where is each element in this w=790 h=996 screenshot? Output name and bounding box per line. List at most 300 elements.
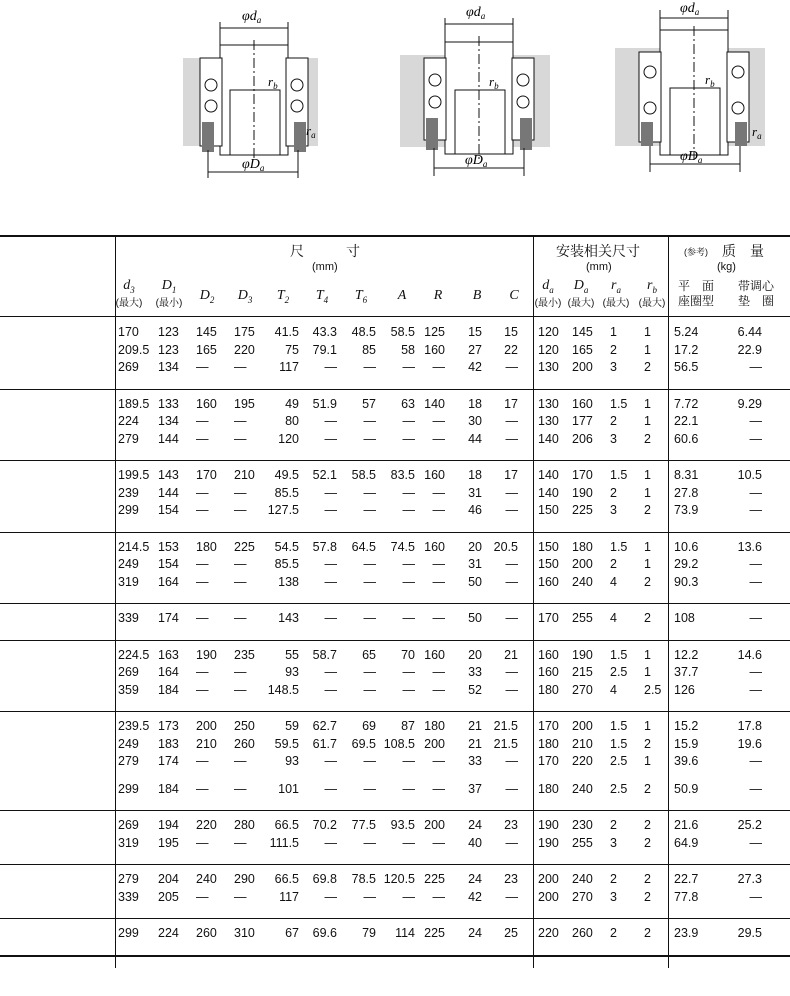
table-cell: — [402, 781, 415, 796]
table-cell: — [402, 754, 415, 768]
table-cell: 144 [158, 431, 179, 446]
table-cell: — [505, 503, 518, 517]
table-cell: 50 [468, 574, 482, 589]
table-cell: 3 [610, 503, 617, 517]
table-cell: 160 [538, 665, 559, 679]
table-cell: 140 [538, 468, 559, 482]
col-header-t2 [268, 289, 298, 307]
table-cell: — [749, 889, 762, 904]
table-cell: 153 [158, 539, 179, 554]
table-cell: 5.24 [674, 325, 699, 339]
table-cell: 31 [468, 557, 482, 571]
label-rb-1: $r_b$ [268, 74, 278, 91]
table-cell: 145 [196, 325, 217, 339]
table-cell: — [324, 431, 337, 446]
col-header-subscript: 6 [362, 294, 368, 305]
table-cell: 2 [644, 360, 651, 374]
table-cell: 1 [644, 754, 651, 768]
col-header-b [462, 289, 492, 307]
table-cell: 130 [538, 396, 559, 411]
table-cell: 79.1 [312, 342, 337, 357]
table-cell: 123 [158, 342, 179, 357]
table-cell: 339 [118, 889, 139, 904]
table-cell: — [432, 431, 445, 446]
table-cell: — [324, 485, 337, 500]
table-cell: 49 [285, 396, 299, 411]
table-cell: — [505, 835, 518, 850]
table-cell: 120 [538, 342, 559, 357]
col-header-da [566, 279, 596, 310]
table-cell: 17 [504, 468, 518, 482]
table-cell: 17.2 [674, 342, 699, 357]
table-cell: 25 [504, 926, 518, 940]
col-header-d1 [154, 279, 184, 310]
table-cell: 87 [401, 719, 415, 733]
label-phi-da-2: $\varphi d_a$ [466, 5, 486, 21]
col-header-symbol: $d_3$ [123, 278, 135, 295]
table-cell: 180 [538, 736, 559, 751]
table-cell: 319 [118, 574, 139, 589]
col-header-c [499, 289, 529, 307]
table-cell: 25.2 [737, 818, 762, 832]
table-cell: 160 [424, 647, 445, 662]
table-cell: — [749, 360, 762, 374]
table-cell: 130 [538, 414, 559, 428]
group-separator [0, 711, 790, 712]
table-cell: 114 [395, 926, 415, 940]
col-header-symbol: $D_3$ [237, 288, 253, 305]
table-cell: — [363, 682, 376, 697]
table-cell: 249 [118, 736, 139, 751]
table-cell: — [324, 503, 337, 517]
table-cell: 64.9 [674, 835, 699, 850]
table-cell: — [324, 574, 337, 589]
col-header-da [533, 279, 563, 310]
table-cell: 240 [196, 872, 217, 886]
table-cell: 225 [424, 872, 445, 886]
table-cell: 120.5 [383, 872, 415, 886]
group-separator [0, 640, 790, 641]
table-cell: 1 [644, 665, 651, 679]
header-bottom-rule [0, 316, 790, 317]
table-cell: 73.9 [674, 503, 699, 517]
table-cell: 173 [158, 719, 179, 733]
table-cell: 3 [610, 360, 617, 374]
table-cell: 64.5 [351, 539, 376, 554]
table-cell: — [363, 485, 376, 500]
table-cell: 1.5 [610, 468, 628, 482]
table-cell: 93 [285, 754, 299, 768]
table-cell: 164 [158, 574, 179, 589]
table-cell: — [196, 889, 209, 904]
table-cell: — [432, 835, 445, 850]
table-cell: 200 [424, 736, 445, 751]
table-cell: — [324, 781, 337, 796]
table-cell: 58.7 [312, 647, 337, 662]
table-cell: 230 [572, 818, 593, 832]
table-cell: 33 [468, 754, 482, 768]
table-cell: 200 [572, 719, 593, 733]
table-cell: 6.44 [737, 325, 762, 339]
table-cell: — [196, 574, 209, 589]
col-header-subscript: 3 [130, 284, 135, 295]
table-cell: 210 [234, 468, 255, 482]
table-cell: 260 [234, 736, 255, 751]
col-header-subscript: 1 [171, 284, 177, 295]
table-cell: 69 [362, 719, 376, 733]
mass-col-aligning-washer [730, 279, 782, 309]
table-cell: 90.3 [674, 574, 699, 589]
label-rb-2: $r_b$ [489, 74, 499, 91]
table-cell: 163 [158, 647, 179, 662]
table-cell: — [324, 682, 337, 697]
dims-unit: (mm) [312, 261, 338, 273]
table-cell: 210 [572, 736, 593, 751]
label-phi-Da-3: $\varphi D_a$ [680, 149, 703, 165]
col-header-symbol: A [397, 288, 407, 303]
group-separator [0, 810, 790, 811]
table-cell: 1 [644, 342, 651, 357]
table-cell: 1 [644, 396, 651, 411]
table-cell: 220 [538, 926, 559, 940]
table-cell: 93 [285, 665, 299, 679]
table-cell: — [749, 781, 762, 796]
table-cell: 108.5 [383, 736, 415, 751]
table-cell: — [324, 360, 337, 374]
col-divider-mass [668, 235, 669, 968]
table-cell: 62.7 [312, 719, 337, 733]
table-cell: 17 [504, 396, 518, 411]
label-phi-Da-1: $\varphi D_a$ [242, 157, 265, 173]
table-cell: — [324, 754, 337, 768]
table-cell: 160 [424, 468, 445, 482]
mass-col-flat-seat-line2: 座圈型 [677, 294, 714, 308]
col-header-ra [601, 279, 631, 310]
group-separator [0, 918, 790, 919]
table-cell: — [363, 503, 376, 517]
group-separator [0, 532, 790, 533]
table-cell: 279 [118, 754, 139, 768]
table-cell: — [234, 889, 247, 904]
table-cell: — [196, 682, 209, 697]
table-cell: 170 [118, 325, 139, 339]
table-cell: 138 [278, 574, 299, 589]
table-cell: 117 [279, 889, 299, 904]
table-cell: 59.5 [274, 736, 299, 751]
table-cell: 20 [468, 647, 482, 662]
table-cell: — [234, 485, 247, 500]
table-cell: 160 [424, 342, 445, 357]
table-cell: 41.5 [274, 325, 299, 339]
table-cell: 184 [158, 781, 179, 796]
table-cell: 279 [118, 431, 139, 446]
table-cell: — [402, 557, 415, 571]
table-cell: — [432, 503, 445, 517]
table-cell: 190 [538, 818, 559, 832]
table-cell: 24 [468, 926, 482, 940]
table-cell: — [363, 665, 376, 679]
table-cell: 23 [504, 872, 518, 886]
table-cell: 200 [196, 719, 217, 733]
table-cell: — [196, 431, 209, 446]
group-separator [0, 864, 790, 865]
table-cell: 21 [468, 736, 482, 751]
table-cell: 1.5 [610, 719, 628, 733]
table-cell: 174 [158, 611, 179, 625]
table-cell: — [505, 682, 518, 697]
table-cell: — [324, 835, 337, 850]
table-cell: 148.5 [267, 682, 299, 697]
table-cell: 51.9 [312, 396, 337, 411]
table-cell: — [432, 682, 445, 697]
table-cell: 3 [610, 835, 617, 850]
table-cell: 1 [644, 647, 651, 662]
table-cell: 10.5 [737, 468, 762, 482]
table-cell: — [234, 611, 247, 625]
col-header-symbol: $T_6$ [354, 288, 368, 305]
table-cell: — [234, 754, 247, 768]
table-cell: — [432, 557, 445, 571]
table-cell: 4 [610, 574, 617, 589]
table-cell: 67 [285, 926, 299, 940]
table-cell: 1.5 [610, 736, 628, 751]
table-cell: — [196, 665, 209, 679]
table-cell: — [749, 414, 762, 428]
table-cell: — [505, 611, 518, 625]
table-cell: — [363, 889, 376, 904]
table-cell: 2 [610, 485, 617, 500]
table-cell: 160 [424, 539, 445, 554]
table-cell: 80 [285, 414, 299, 428]
bearing-mounting-diagrams [0, 0, 790, 200]
table-cell: — [402, 682, 415, 697]
mass-col-flat-seat-line1: 平 面 [677, 279, 714, 293]
col-header-t4 [307, 289, 337, 307]
table-cell: 9.29 [737, 396, 762, 411]
table-cell: — [505, 414, 518, 428]
table-cell: 2 [644, 889, 651, 904]
mount-unit: (mm) [586, 261, 612, 273]
table-cell: 180 [424, 719, 445, 733]
col-header-qualifier: (最大) [115, 297, 143, 309]
table-cell: 79 [362, 926, 376, 940]
label-ra-3: $r_a$ [752, 124, 762, 141]
table-cell: 184 [158, 682, 179, 697]
table-cell: 21 [504, 647, 518, 662]
table-cell: 170 [538, 611, 559, 625]
table-cell: — [432, 889, 445, 904]
table-cell: 200 [424, 818, 445, 832]
table-cell: — [234, 414, 247, 428]
table-cell: — [363, 360, 376, 374]
table-cell: 24 [468, 872, 482, 886]
table-cell: 2 [644, 574, 651, 589]
table-cell: 180 [538, 781, 559, 796]
table-cell: — [234, 574, 247, 589]
table-cell: 140 [538, 431, 559, 446]
table-cell: 239 [118, 485, 139, 500]
table-cell: 220 [196, 818, 217, 832]
table-cell: 164 [158, 665, 179, 679]
table-cell: 2 [644, 611, 651, 625]
table-cell: 15.2 [674, 719, 699, 733]
table-cell: 2 [644, 431, 651, 446]
table-cell: — [196, 781, 209, 796]
mass-col-flat-seat [672, 279, 720, 309]
table-cell: 143 [158, 468, 179, 482]
col-header-a [387, 289, 417, 307]
table-cell: 225 [234, 539, 255, 554]
table-cell: 83.5 [390, 468, 415, 482]
table-cell: 46 [468, 503, 482, 517]
col-header-symbol: $T_4$ [315, 288, 329, 305]
table-cell: 144 [158, 485, 179, 500]
table-cell: — [402, 611, 415, 625]
col-header-d2 [192, 289, 222, 307]
col-header-symbol: C [509, 288, 519, 303]
table-cell: 59 [285, 719, 299, 733]
table-cell: 214.5 [118, 539, 150, 554]
table-cell: 29.2 [674, 557, 699, 571]
table-cell: 215 [572, 665, 593, 679]
table-cell: — [749, 754, 762, 768]
table-cell: 60.6 [674, 431, 699, 446]
table-cell: — [234, 431, 247, 446]
col-header-subscript: 4 [323, 294, 329, 305]
table-cell: — [505, 360, 518, 374]
table-cell: 1 [644, 468, 651, 482]
table-cell: 15 [468, 325, 482, 339]
col-header-qualifier: (最大) [638, 297, 666, 309]
table-cell: 269 [118, 360, 139, 374]
table-cell: 78.5 [351, 872, 376, 886]
table-cell: 2 [610, 818, 617, 832]
table-cell: — [196, 557, 209, 571]
table-cell: 48.5 [351, 325, 376, 339]
table-cell: 55 [285, 647, 299, 662]
table-cell: 280 [234, 818, 255, 832]
col-header-subscript: b [652, 284, 657, 295]
table-cell: 310 [234, 926, 255, 940]
table-cell: 52.1 [312, 468, 337, 482]
table-cell: 30 [468, 414, 482, 428]
table-cell: 209.5 [118, 342, 150, 357]
table-cell: 57.8 [312, 539, 337, 554]
table-cell: 220 [572, 754, 593, 768]
table-cell: — [749, 682, 762, 697]
col-header-d3 [230, 289, 260, 307]
table-cell: — [505, 889, 518, 904]
label-rb-3: $r_b$ [705, 72, 715, 89]
table-cell: 13.6 [737, 539, 762, 554]
table-cell: 3 [610, 889, 617, 904]
table-cell: 22 [504, 342, 518, 357]
table-cell: 279 [118, 872, 139, 886]
table-cell: 17.8 [737, 719, 762, 733]
table-cell: — [432, 485, 445, 500]
table-cell: 66.5 [274, 818, 299, 832]
table-cell: 117 [279, 360, 299, 374]
table-cell: — [196, 414, 209, 428]
table-cell: — [324, 889, 337, 904]
table-cell: 199.5 [118, 468, 150, 482]
col-header-subscript: 3 [247, 294, 253, 305]
table-cell: 195 [158, 835, 179, 850]
table-cell: 2 [644, 872, 651, 886]
table-cell: 154 [158, 557, 179, 571]
table-cell: — [363, 557, 376, 571]
table-cell: 140 [424, 396, 445, 411]
table-cell: 10.6 [674, 539, 699, 554]
table-cell: 224 [158, 926, 179, 940]
table-cell: 22.7 [674, 872, 699, 886]
table-cell: 1.5 [610, 396, 628, 411]
mass-title: 质 量 [722, 243, 764, 259]
table-cell: 69.8 [312, 872, 337, 886]
table-cell: 183 [158, 736, 179, 751]
table-cell: 15 [504, 325, 518, 339]
table-cell: 180 [538, 682, 559, 697]
table-cell: 101 [278, 781, 299, 796]
table-cell: 74.5 [390, 539, 415, 554]
table-cell: 1 [644, 719, 651, 733]
table-cell: 18 [468, 468, 482, 482]
col-header-subscript: a [549, 284, 554, 295]
col-header-symbol: R [433, 288, 443, 303]
dims-title: 尺 寸 [290, 243, 360, 259]
table-cell: — [234, 503, 247, 517]
table-cell: 269 [118, 818, 139, 832]
table-cell: 224.5 [118, 647, 150, 662]
table-cell: 175 [234, 325, 255, 339]
table-cell: — [432, 665, 445, 679]
table-cell: — [432, 611, 445, 625]
table-cell: 18 [468, 396, 482, 411]
group-separator [0, 955, 790, 957]
table-cell: 200 [538, 889, 559, 904]
table-cell: 206 [572, 431, 593, 446]
mass-col-aligning-line2: 垫 圈 [737, 294, 774, 308]
table-cell: 150 [538, 539, 559, 554]
table-cell: 235 [234, 647, 255, 662]
table-cell: — [505, 574, 518, 589]
table-cell: — [402, 360, 415, 374]
table-cell: 200 [538, 872, 559, 886]
table-cell: — [432, 781, 445, 796]
table-cell: 50 [468, 611, 482, 625]
table-cell: 260 [196, 926, 217, 940]
table-cell: 23 [504, 818, 518, 832]
col-header-subscript: 2 [209, 294, 215, 305]
table-cell: — [234, 682, 247, 697]
table-cell: 85.5 [274, 485, 299, 500]
table-cell: 7.72 [674, 396, 699, 411]
table-cell: 200 [572, 557, 593, 571]
table-cell: 44 [468, 431, 482, 446]
label-phi-da-3: $\varphi d_a$ [680, 1, 700, 17]
table-cell: 299 [118, 926, 139, 940]
table-cell: 2 [644, 835, 651, 850]
table-cell: 170 [538, 719, 559, 733]
table-cell: 21 [468, 719, 482, 733]
table-cell: — [432, 574, 445, 589]
diagram-flat-seat [183, 22, 318, 178]
table-cell: 170 [572, 468, 593, 482]
table-cell: — [324, 611, 337, 625]
col-header-symbol: $d_a$ [542, 278, 554, 295]
table-cell: 31 [468, 485, 482, 500]
table-cell: 154 [158, 503, 179, 517]
